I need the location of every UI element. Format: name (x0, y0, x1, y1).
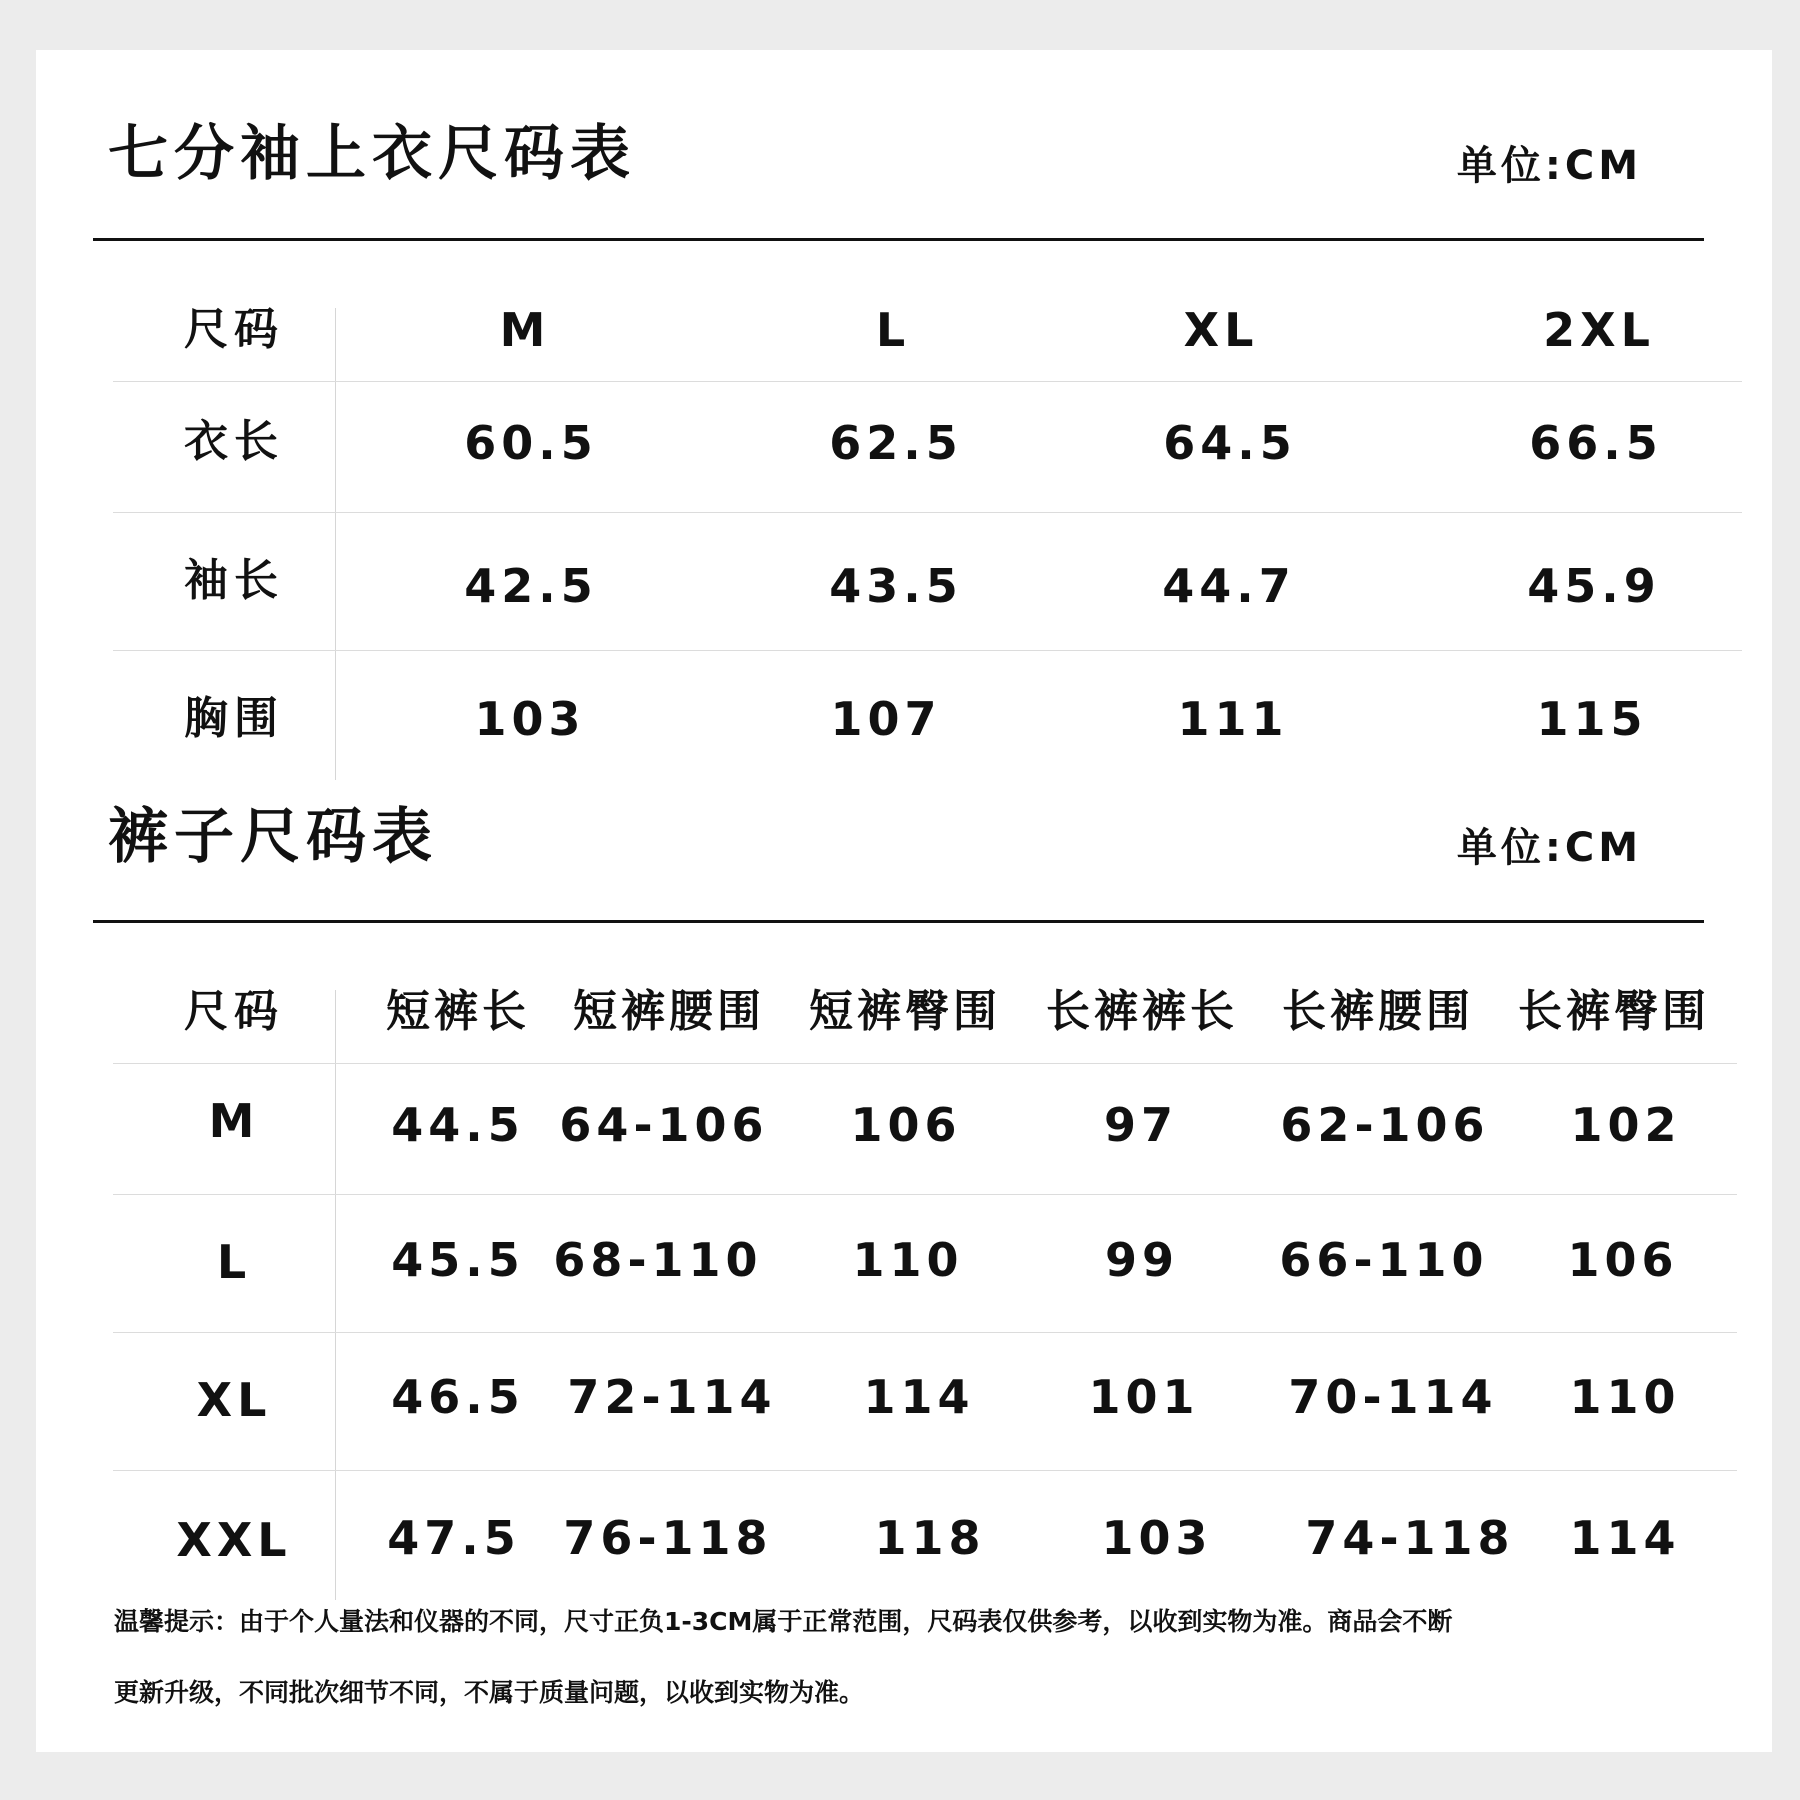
value-cell: 115 (1536, 692, 1648, 746)
pants-chart-title: 裤子尺码表 (108, 802, 438, 872)
pants-chart-unit: 单位:CM (1456, 825, 1642, 871)
header-cell-pants-waist: 长裤腰围 (1282, 986, 1474, 1037)
header-cell-xl: XL (1183, 303, 1259, 357)
row-label: XXL (176, 1513, 292, 1567)
value-cell: 66-110 (1279, 1233, 1489, 1287)
row-label: L (216, 1235, 252, 1289)
value-cell: 103 (474, 692, 586, 746)
header-cell-shorts-length: 短裤长 (386, 986, 530, 1037)
value-cell: 114 (1569, 1511, 1681, 1565)
row-divider (113, 381, 1742, 382)
header-cell-size: 尺码 (184, 304, 284, 355)
header-cell-shorts-hip: 短裤臀围 (809, 986, 1001, 1037)
value-cell: 114 (863, 1370, 975, 1424)
value-cell: 44.5 (391, 1098, 525, 1152)
value-cell: 110 (852, 1233, 964, 1287)
value-cell: 74-118 (1305, 1511, 1515, 1565)
row-divider (113, 650, 1742, 651)
value-cell: 47.5 (387, 1511, 521, 1565)
top-chart-title: 七分袖上衣尺码表 (108, 119, 636, 189)
value-cell: 101 (1088, 1370, 1200, 1424)
top-size-table (113, 250, 1742, 780)
value-cell: 110 (1569, 1370, 1681, 1424)
label-column-divider (335, 990, 336, 1600)
value-cell: 103 (1101, 1511, 1213, 1565)
value-cell: 42.5 (464, 559, 598, 613)
value-cell: 46.5 (391, 1370, 525, 1424)
tips-line: 温馨提示：由于个人量法和仪器的不同，尺寸正负1-3CM属于正常范围，尺码表仅供参考，以收到实物为准。商品会不断 (114, 1607, 1453, 1636)
value-cell: 107 (830, 692, 942, 746)
value-cell: 60.5 (464, 416, 598, 470)
header-cell-pants-length: 长裤裤长 (1046, 986, 1238, 1037)
value-cell: 44.7 (1162, 559, 1296, 613)
value-cell: 118 (874, 1511, 986, 1565)
header-cell-size: 尺码 (184, 986, 284, 1037)
row-divider (113, 512, 1742, 513)
header-cell-2xl: 2XL (1543, 303, 1655, 357)
row-label: 袖长 (184, 555, 284, 606)
row-divider (113, 1332, 1737, 1333)
row-label: XL (196, 1373, 272, 1427)
row-label: M (208, 1094, 260, 1148)
value-cell: 72-114 (567, 1370, 777, 1424)
value-cell: 66.5 (1529, 416, 1663, 470)
row-divider (113, 1470, 1737, 1471)
row-label: 衣长 (184, 416, 284, 467)
value-cell: 62-106 (1280, 1098, 1490, 1152)
value-cell: 76-118 (563, 1511, 773, 1565)
value-cell: 106 (850, 1098, 962, 1152)
pants-size-table (113, 930, 1737, 1600)
value-cell: 97 (1103, 1098, 1179, 1152)
value-cell: 106 (1567, 1233, 1679, 1287)
top-chart-rule (93, 238, 1704, 241)
value-cell: 111 (1177, 692, 1289, 746)
value-cell: 64-106 (559, 1098, 769, 1152)
value-cell: 62.5 (829, 416, 963, 470)
tips-line: 更新升级，不同批次细节不同，不属于质量问题，以收到实物为准。 (114, 1678, 865, 1707)
value-cell: 45.5 (391, 1233, 525, 1287)
value-cell: 45.9 (1527, 559, 1661, 613)
row-divider (113, 1194, 1737, 1195)
value-cell: 43.5 (829, 559, 963, 613)
value-cell: 68-110 (553, 1233, 763, 1287)
value-cell: 70-114 (1288, 1370, 1498, 1424)
pants-chart-rule (93, 920, 1704, 923)
header-cell-pants-hip: 长裤臀围 (1518, 986, 1710, 1037)
size-chart-card (36, 50, 1772, 1752)
header-cell-shorts-waist: 短裤腰围 (573, 986, 765, 1037)
label-column-divider (335, 308, 336, 780)
header-cell-m: M (499, 303, 551, 357)
row-label: 胸围 (184, 693, 284, 744)
header-cell-l: L (875, 303, 911, 357)
value-cell: 99 (1104, 1233, 1180, 1287)
value-cell: 102 (1570, 1098, 1682, 1152)
value-cell: 64.5 (1163, 416, 1297, 470)
row-divider (113, 1063, 1737, 1064)
top-chart-unit: 单位:CM (1456, 143, 1642, 189)
